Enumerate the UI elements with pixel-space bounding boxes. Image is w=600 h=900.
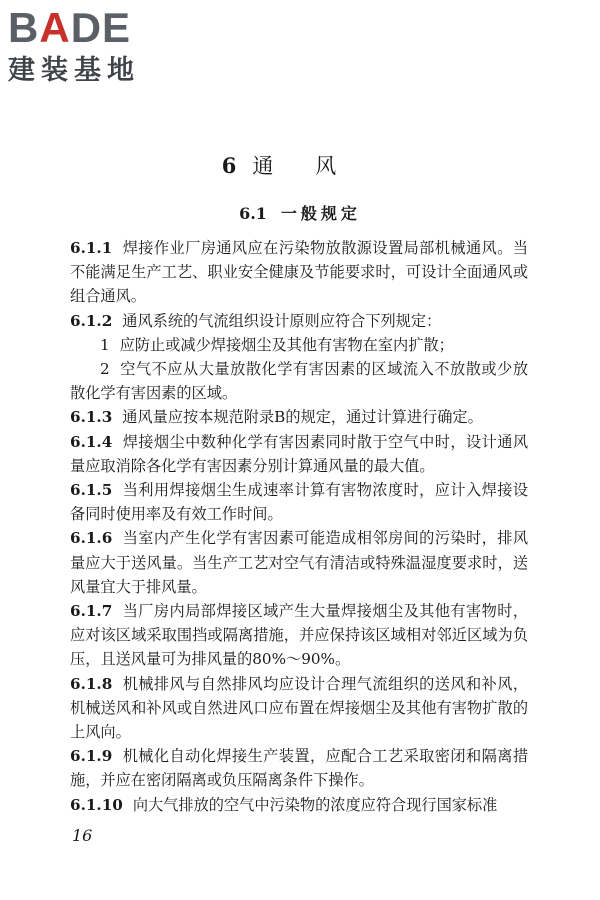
clause-text: 向大气排放的空气中污染物的浓度应符合现行国家标准 [132,795,498,814]
clause [70,405,528,429]
clause-number: 6.1.6 [70,529,113,548]
item-text: 空气不应从大量放散化学有害因素的区域流入不放散或少放散化学有害因素的区域。 [70,360,528,403]
clause-number: 6.1.8 [70,674,113,693]
clause [70,672,528,745]
clause-number: 6.1.3 [70,408,113,427]
clause-text: 通风量应按本规范附录B的规定，通过计算进行确定。 [122,408,483,427]
clause-text: 焊接作业厂房通风应在污染物放散源设置局部机械通风。当不能满足生产工艺、职业安全健康及节能要求时，可设计全面通风或组合通风。 [70,239,528,306]
section-heading [0,201,600,224]
item-number: 2 [100,360,110,379]
watermark-logo [8,4,178,88]
clause-text: 当利用焊接烟尘生成速率计算有害物浓度时，应计入焊接设备同时使用率及有效工作时间。 [70,481,528,524]
watermark-subtitle: 建装基地 [8,55,140,86]
chapter-number: 6 [221,153,239,178]
chapter-heading [0,150,600,180]
clause [70,478,528,526]
section-title: 一般规定 [280,204,361,223]
clause-number: 6.1.9 [70,747,113,766]
clause [70,526,528,599]
clause-number: 6.1.5 [70,481,113,500]
item-text: 应防止或减少焊接烟尘及其他有害物在室内扩散； [119,335,454,354]
clause [70,309,528,333]
clause-text: 通风系统的气流组织设计原则应符合下列规定： [122,311,442,330]
item-number: 1 [100,335,110,354]
watermark-brand: BADE [8,4,132,51]
clause [70,793,528,817]
clause-text: 当厂房内局部焊接区域产生大量焊接烟尘及其他有害物时，应对该区域采取围挡或隔离措施，并应保持该区域相对邻近区域为负压，且送风量可为排风量的80%～90%。 [70,602,528,669]
clause-text: 当室内产生化学有害因素可能造成相邻房间的污染时，排风量应大于送风量。当生产工艺对空气有清洁或特殊温湿度要求时，送风量宜大于排风量。 [70,529,528,596]
clause-number: 6.1.2 [70,311,113,330]
clause-text: 焊接烟尘中数种化学有害因素同时散于空气中时，设计通风量应取消除各化学有害因素分别计算通风量的最大值。 [70,432,528,475]
clause-text: 机械排风与自然排风均应设计合理气流组织的送风和补风，机械送风和补风或自然进风口应布置在焊接烟尘及其他有害物扩散的上风向。 [70,674,528,742]
clause [70,236,528,309]
chapter-title: 通风 [252,154,379,178]
clause [70,599,528,672]
clause-item [70,333,528,357]
clause-number: 6.1.1 [70,239,113,257]
section-number: 6.1 [239,204,267,223]
clause-number: 6.1.4 [70,432,113,451]
clause-item [70,357,528,405]
page-number: 16 [72,826,93,845]
clause-number: 6.1.10 [70,795,123,814]
clause [70,744,528,792]
clause-list [70,236,528,817]
clause-number: 6.1.7 [70,602,113,621]
clause [70,430,528,478]
clause-text: 机械化自动化焊接生产装置，应配合工艺采取密闭和隔离措施，并应在密闭隔离或负压隔离条件下操作。 [70,747,528,790]
